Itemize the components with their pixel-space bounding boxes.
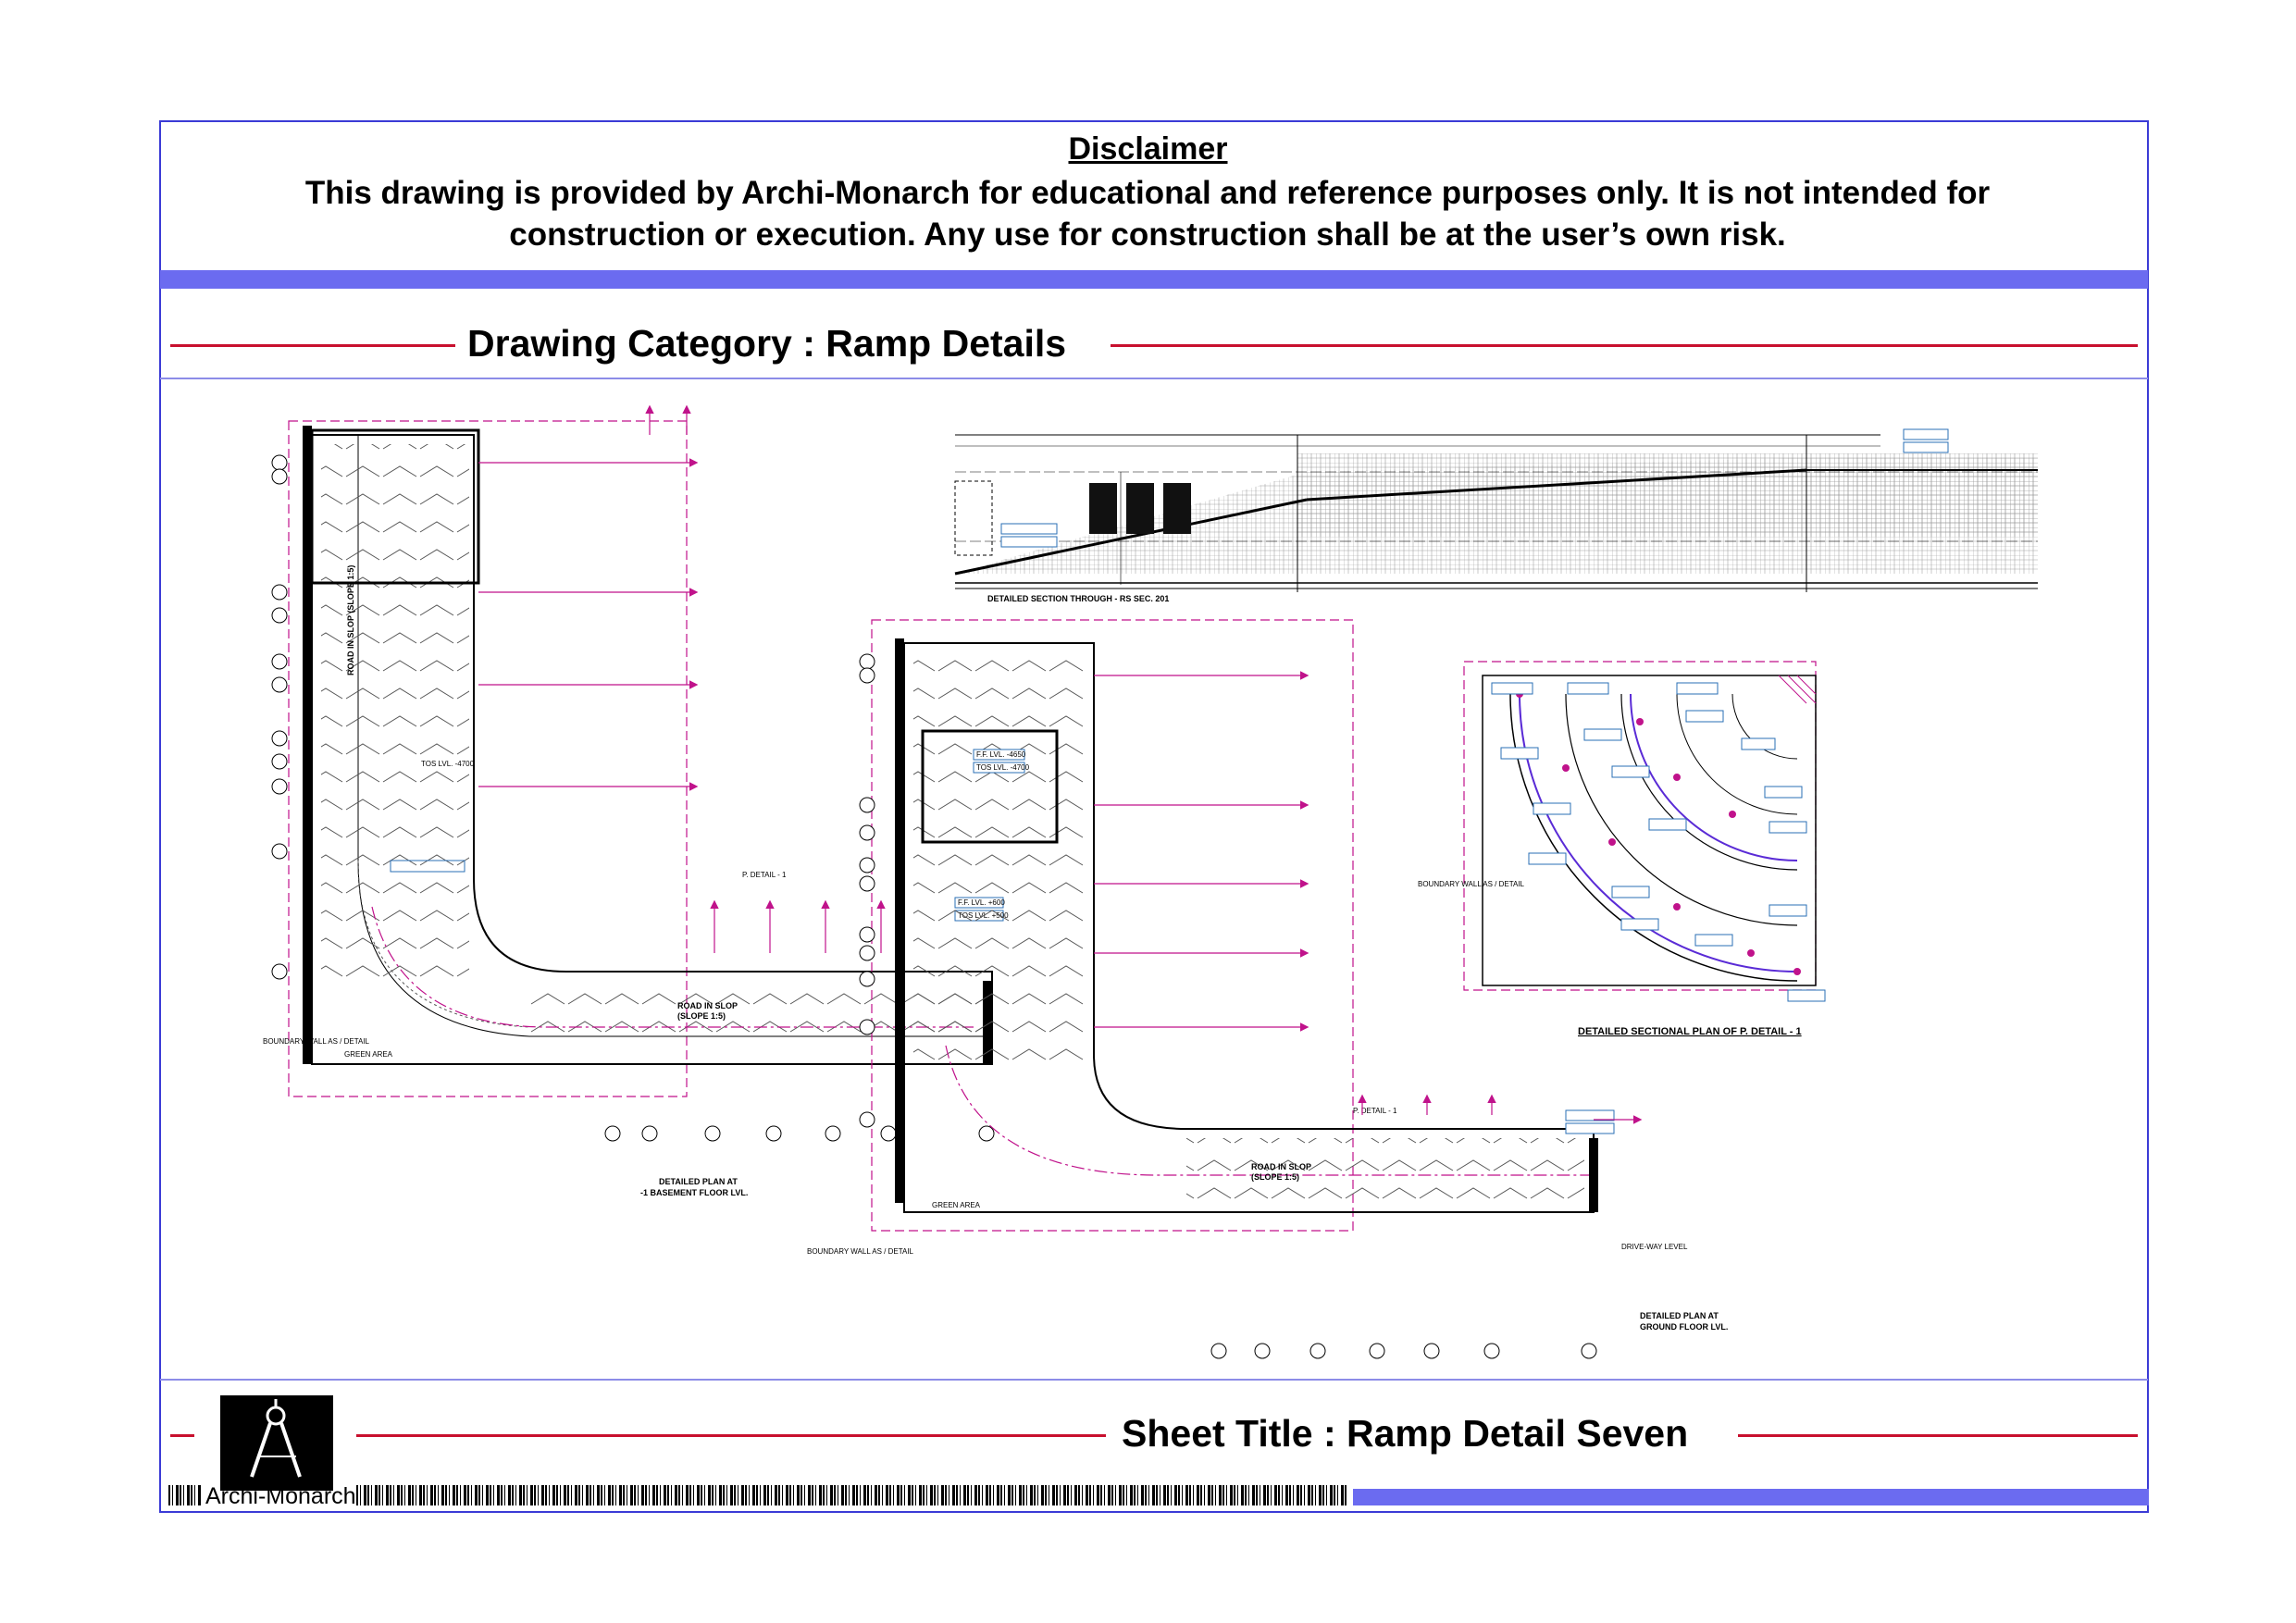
sheet-title: Sheet Title : Ramp Detail Seven [1122,1412,1689,1455]
section-caption: DETAILED SECTION THROUGH - RS SEC. 201 [987,594,1170,603]
detail-boundary-wall: BOUNDARY WALL AS / DETAIL [1418,880,1524,888]
drawing-category: Drawing Category : Ramp Details [467,322,1067,365]
basement-p-detail: P. DETAIL - 1 [742,871,787,879]
svg-text:ROAD IN SLOP (SLOPE 1:5): ROAD IN SLOP (SLOPE 1:5) [346,564,355,675]
basement-caption-2: -1 BASEMENT FLOOR LVL. [640,1188,749,1197]
sheet-rule-right [1738,1434,2138,1437]
ground-p-detail: P. DETAIL - 1 [1353,1107,1397,1115]
basement-caption-1: DETAILED PLAN AT [659,1177,738,1186]
ground-slope-label: (SLOPE 1:5) [1251,1172,1300,1182]
disclaimer-band [160,270,2148,289]
category-rule-right [1111,344,2138,347]
ground-ff-tag: F.F. LVL. -4650 [976,750,1026,759]
curve-detail [1418,662,1825,1037]
basement-boundary-wall: BOUNDARY WALL AS / DETAIL [263,1037,369,1046]
ground-road-label: ROAD IN SLOP [1251,1162,1312,1171]
disclaimer-text: This drawing is provided by Archi-Monarch for educational and reference purposes only. It is not intended for construction or execution. Any use for construction shall be at the user’s own risk. [304,175,1991,253]
ground-caption-1: DETAILED PLAN AT [1640,1311,1719,1320]
basement-slope-label: (SLOPE 1:5) [677,1011,726,1021]
sheet-rule-left-stub [170,1434,194,1437]
barcode-strip-left [168,1485,202,1505]
footer-band [1353,1489,2149,1505]
basement-road-label: ROAD IN SLOP [677,1001,738,1010]
ground-green-area: GREEN AREA [932,1201,981,1209]
ground-tos-tag: TOS LVL. -4700 [976,763,1030,772]
ramp-section [955,429,2038,603]
footer-divider [160,1379,2148,1381]
drawing-area [159,379,2149,1383]
barcode-strip [356,1485,1347,1505]
basement-tos-note: TOS LVL. -4700 [421,760,475,768]
detail-caption: DETAILED SECTIONAL PLAN OF P. DETAIL - 1 [1578,1026,1802,1037]
sheet-rule-left [356,1434,1106,1437]
basement-green-area: GREEN AREA [344,1050,393,1059]
category-rule-left [170,344,455,347]
ground-drive-way: DRIVE-WAY LEVEL [1621,1243,1688,1251]
ground-caption-2: GROUND FLOOR LVL. [1640,1322,1729,1332]
disclaimer-title: Disclaimer [1068,131,1228,167]
brand-name: Archi-Monarch [205,1483,356,1509]
archi-monarch-logo [220,1395,333,1491]
ground-boundary-wall: BOUNDARY WALL AS / DETAIL [807,1247,913,1256]
